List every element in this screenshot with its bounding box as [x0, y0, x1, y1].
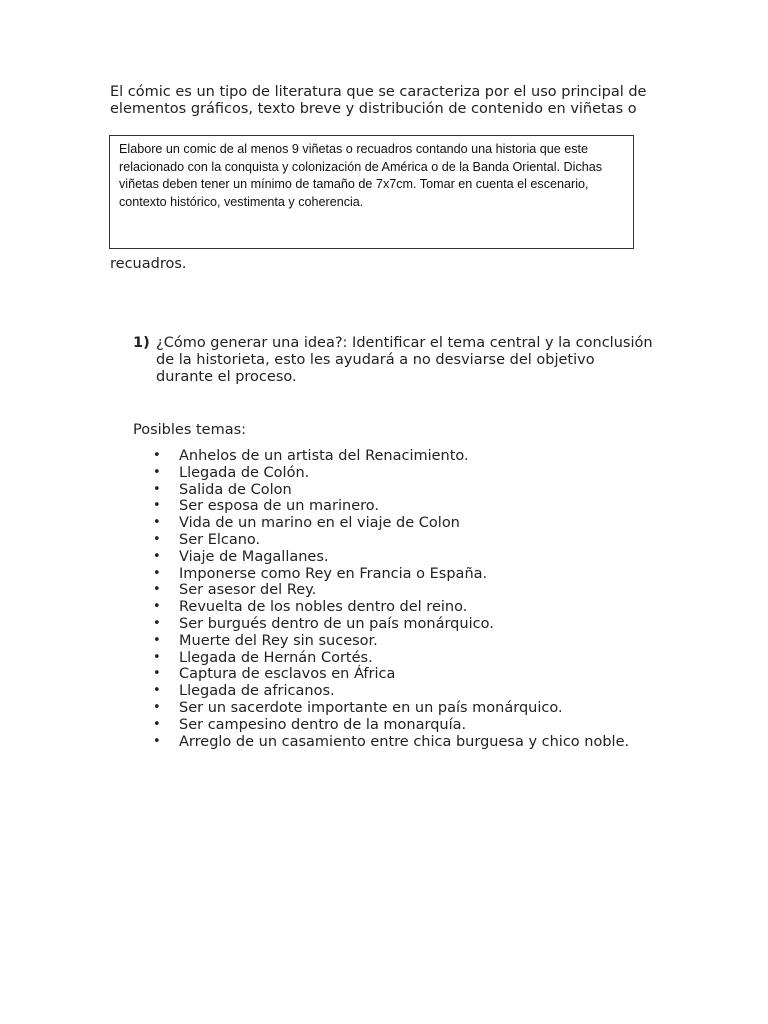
bullet-icon: •: [153, 548, 161, 564]
topic-item: [133, 717, 629, 734]
topic-item-text: Llegada de africanos.: [179, 683, 335, 700]
topic-item-text: Ser burgués dentro de un país monárquico.: [179, 615, 494, 632]
topic-item: [133, 666, 629, 683]
topics-heading: Posibles temas:: [133, 422, 247, 438]
topics-list: [133, 448, 629, 750]
topic-item: [133, 700, 629, 717]
topic-item-text: Viaje de Magallanes.: [179, 548, 329, 565]
bullet-icon: •: [153, 464, 161, 480]
bullet-icon: •: [153, 733, 161, 749]
bullet-icon: •: [153, 716, 161, 732]
topic-item: [133, 650, 629, 667]
task-instructions-text: Elabore un comic de al menos 9 viñetas o recuadros contando una historia que este relacionado con la conquista y colonización de América o de la Banda Oriental. Dichas viñetas deben tener un mínimo de tamaño de 7x7cm. Tomar en cuenta el escenario, contexto histórico, vestimenta y coherencia.: [119, 142, 603, 209]
question-1: [133, 335, 653, 386]
topic-item-text: Vida de un marino en el viaje de Colon: [179, 515, 460, 532]
bullet-icon: •: [153, 666, 161, 682]
bullet-icon: •: [153, 699, 161, 715]
topic-item: [133, 549, 629, 566]
topic-item-text: Ser asesor del Rey.: [179, 582, 317, 599]
topic-item-text: Ser Elcano.: [179, 531, 261, 548]
topic-item: [133, 633, 629, 650]
intro-paragraph-tail: recuadros.: [110, 256, 187, 272]
bullet-icon: •: [153, 565, 161, 581]
topic-item: [133, 734, 629, 751]
topic-item-text: Ser esposa de un marinero.: [179, 498, 379, 515]
intro-paragraph: El cómic es un tipo de literatura que se caracteriza por el uso principal de elementos gráficos, texto breve y distribución de contenido en viñetas o: [110, 84, 647, 117]
topic-item: [133, 532, 629, 549]
bullet-icon: •: [153, 582, 161, 598]
topic-item-text: Captura de esclavos en África: [179, 666, 396, 683]
topic-item-text: Ser campesino dentro de la monarquía.: [179, 716, 467, 733]
bullet-icon: •: [153, 615, 161, 631]
topic-item-text: Muerte del Rey sin sucesor.: [179, 632, 378, 649]
topic-item-text: Revuelta de los nobles dentro del reino.: [179, 599, 468, 616]
topic-item: [133, 566, 629, 583]
topic-item-text: Arreglo de un casamiento entre chica burguesa y chico noble.: [179, 733, 630, 750]
bullet-icon: •: [153, 515, 161, 531]
bullet-icon: •: [153, 599, 161, 615]
task-instructions-box: [109, 135, 634, 249]
topic-item: [133, 616, 629, 633]
bullet-icon: •: [153, 531, 161, 547]
topic-item: [133, 683, 629, 700]
topic-item: [133, 515, 629, 532]
bullet-icon: •: [153, 498, 161, 514]
topic-item: [133, 498, 629, 515]
topic-item: [133, 582, 629, 599]
bullet-icon: •: [153, 632, 161, 648]
topic-item-text: Ser un sacerdote importante en un país monárquico.: [179, 699, 563, 716]
topic-item-text: Anhelos de un artista del Renacimiento.: [179, 448, 469, 464]
bullet-icon: •: [153, 481, 161, 497]
bullet-icon: •: [153, 683, 161, 699]
topic-item: [133, 448, 629, 465]
topic-item: [133, 482, 629, 499]
question-1-text: ¿Cómo generar una idea?: Identificar el tema central y la conclusión de la historieta, esto les ayudará a no desviarse del objetivo durante el proceso.: [156, 335, 653, 385]
topic-item: [133, 465, 629, 482]
question-1-number: 1): [133, 335, 150, 351]
topic-item: [133, 599, 629, 616]
topic-item-text: Imponerse como Rey en Francia o España.: [179, 565, 488, 582]
topic-item-text: Salida de Colon: [179, 481, 292, 498]
bullet-icon: •: [153, 448, 161, 463]
topic-item-text: Llegada de Hernán Cortés.: [179, 649, 373, 666]
bullet-icon: •: [153, 649, 161, 665]
topic-item-text: Llegada de Colón.: [179, 464, 310, 481]
